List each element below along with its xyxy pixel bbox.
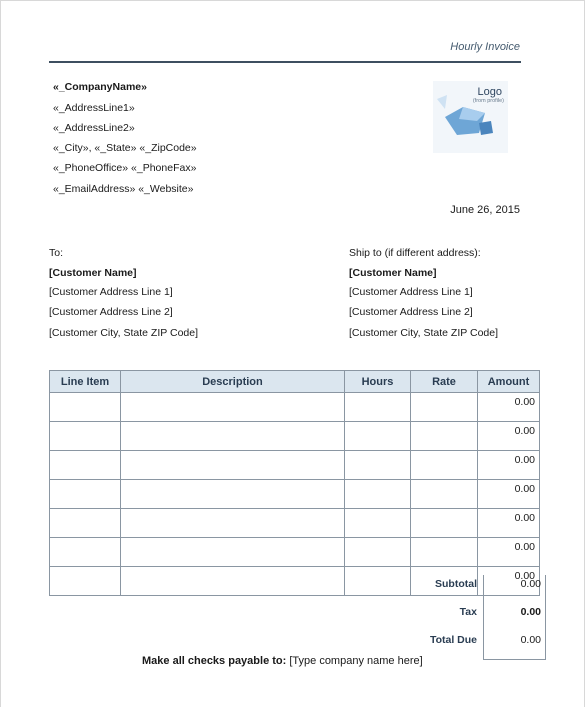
rate-cell[interactable] (411, 393, 478, 422)
line-item-cell[interactable] (50, 567, 121, 596)
rate-cell[interactable] (411, 509, 478, 538)
totals-table (403, 575, 546, 660)
company-email-website: «_EmailAddress» «_Website» (53, 183, 194, 195)
logo-placeholder[interactable] (433, 81, 508, 153)
hours-cell[interactable] (345, 451, 411, 480)
col-header-description: Description (121, 371, 345, 393)
table-row (50, 451, 540, 480)
amount-cell: 0.00 (478, 451, 540, 480)
payable-company[interactable]: [Type company name here] (289, 655, 423, 667)
amount-cell: 0.00 (478, 422, 540, 451)
ship-to-label: Ship to (if different address): (349, 247, 481, 259)
hours-cell[interactable] (345, 509, 411, 538)
total-due-label: Total Due (429, 634, 477, 646)
description-cell[interactable] (121, 480, 345, 509)
tax-row (403, 603, 546, 631)
subtotal-label: Subtotal (435, 578, 477, 590)
ship-to-line2: [Customer Address Line 2] (349, 306, 473, 318)
bill-to-line2: [Customer Address Line 2] (49, 306, 173, 318)
description-cell[interactable] (121, 451, 345, 480)
header-divider (49, 61, 521, 63)
logo-sublabel: (from profile) (472, 98, 504, 104)
ship-to-name: [Customer Name] (349, 267, 437, 279)
amount-cell: 0.00 (478, 480, 540, 509)
bill-to-name: [Customer Name] (49, 267, 137, 279)
description-cell[interactable] (121, 567, 345, 596)
col-header-rate: Rate (411, 371, 478, 393)
tax-label: Tax (459, 606, 477, 618)
description-cell[interactable] (121, 422, 345, 451)
bill-to-city: [Customer City, State ZIP Code] (49, 327, 198, 339)
hours-cell[interactable] (345, 393, 411, 422)
line-items-table (49, 370, 540, 596)
company-address-line2: «_AddressLine2» (53, 122, 135, 134)
col-header-line-item: Line Item (50, 371, 121, 393)
line-item-cell[interactable] (50, 451, 121, 480)
total-due-row (403, 631, 546, 660)
line-item-cell[interactable] (50, 393, 121, 422)
payable-note (142, 655, 423, 667)
subtotal-value: 0.00 (484, 575, 546, 603)
company-city-state-zip: «_City», «_State» «_ZipCode» (53, 142, 197, 154)
payable-label: Make all checks payable to: (142, 655, 287, 667)
logo-label: Logo (477, 86, 502, 98)
line-item-cell[interactable] (50, 422, 121, 451)
company-name: «_CompanyName» (53, 81, 147, 93)
total-due-value: 0.00 (484, 631, 546, 660)
rate-cell[interactable] (411, 538, 478, 567)
description-cell[interactable] (121, 393, 345, 422)
hours-cell[interactable] (345, 567, 411, 596)
company-address-line1: «_AddressLine1» (53, 102, 135, 114)
amount-cell: 0.00 (478, 538, 540, 567)
line-item-cell[interactable] (50, 480, 121, 509)
amount-cell: 0.00 (478, 393, 540, 422)
table-row (50, 393, 540, 422)
table-row (50, 509, 540, 538)
company-phones: «_PhoneOffice» «_PhoneFax» (53, 162, 197, 174)
amount-cell: 0.00 (478, 567, 540, 596)
table-row (50, 538, 540, 567)
table-row (50, 422, 540, 451)
col-header-hours: Hours (345, 371, 411, 393)
rate-cell[interactable] (411, 451, 478, 480)
amount-cell: 0.00 (478, 509, 540, 538)
ship-to-city: [Customer City, State ZIP Code] (349, 327, 498, 339)
col-header-amount: Amount (478, 371, 540, 393)
rate-cell[interactable] (411, 422, 478, 451)
description-cell[interactable] (121, 538, 345, 567)
invoice-date: June 26, 2015 (450, 204, 520, 216)
bill-to-line1: [Customer Address Line 1] (49, 286, 173, 298)
rate-cell[interactable] (411, 480, 478, 509)
hours-cell[interactable] (345, 538, 411, 567)
table-header-row (50, 371, 540, 393)
subtotal-row (403, 575, 546, 603)
ship-to-line1: [Customer Address Line 1] (349, 286, 473, 298)
hours-cell[interactable] (345, 480, 411, 509)
table-row (50, 480, 540, 509)
line-item-cell[interactable] (50, 509, 121, 538)
invoice-title: Hourly Invoice (450, 41, 520, 53)
bill-to-label: To: (49, 247, 64, 259)
description-cell[interactable] (121, 509, 345, 538)
hours-cell[interactable] (345, 422, 411, 451)
line-item-cell[interactable] (50, 538, 121, 567)
tax-value[interactable]: 0.00 (484, 603, 546, 631)
